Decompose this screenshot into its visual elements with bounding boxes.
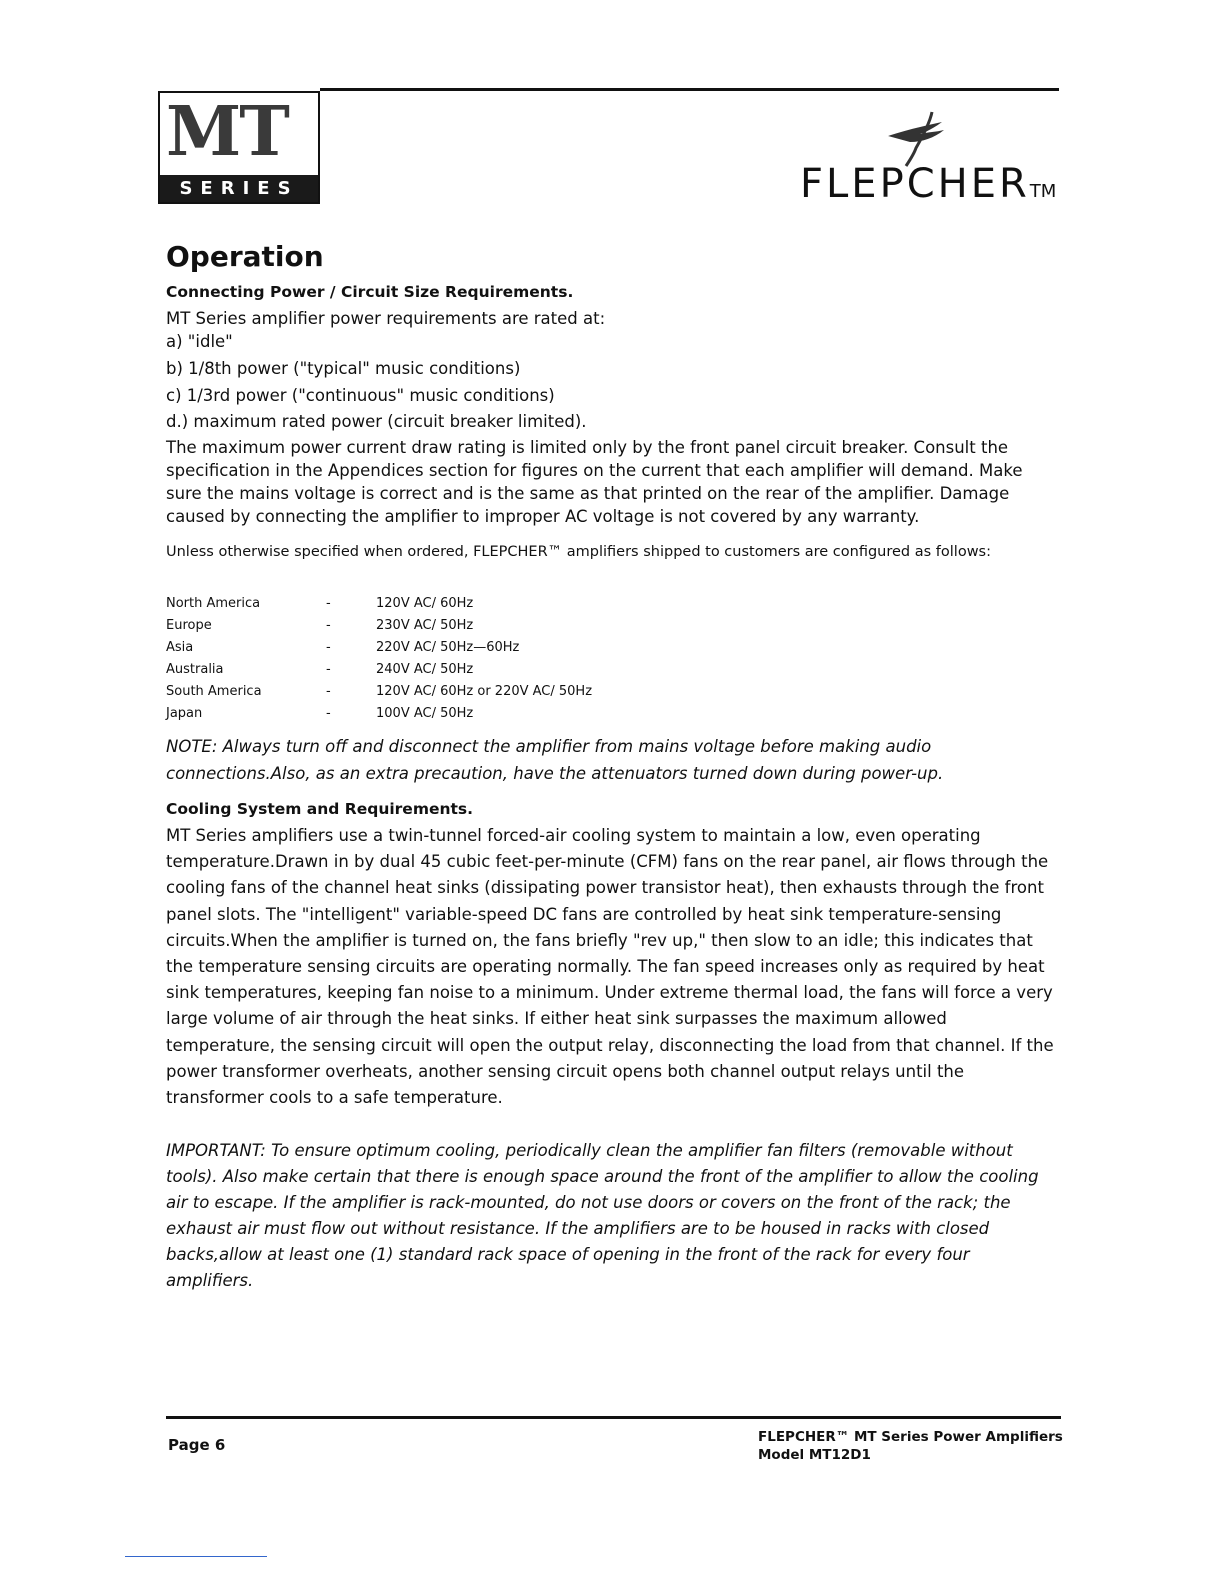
table-row xyxy=(166,614,592,636)
power-paragraph: The maximum power current draw rating is limited only by the front panel circuit breaker. Consult the specification in the Appendices section for figures on the current that each amplifier will demand. Make sure the mains voltage is correct and is the same as that printed on the rear of the amplifier. Damage caused by connecting the amplifier to improper AC voltage is not covered by any warranty. xyxy=(166,438,1023,526)
voltage-cell: 230V AC/ 50Hz xyxy=(376,617,474,633)
note-text: NOTE: Always turn off and disconnect the amplifier from mains voltage before making audio connections.Also, as an extra precaution, have the attenuators turned down during power-up. xyxy=(166,737,944,783)
intro-text: MT Series amplifier power requirements are rated at: xyxy=(166,309,606,328)
region-cell: Europe xyxy=(166,617,212,633)
page-number: Page 6 xyxy=(168,1436,226,1454)
section-heading-power: Connecting Power / Circuit Size Requirements. xyxy=(166,283,574,301)
region-cell: Japan xyxy=(166,705,203,721)
table-row xyxy=(166,592,592,614)
cooling-paragraph: MT Series amplifiers use a twin-tunnel forced-air cooling system to maintain a low, even operating temperature.Drawn in by dual 45 cubic feet-per-minute (CFM) fans on the rear panel, air flows through the cooling fans of the channel heat sinks (dissipating power transistor heat), then exhausts through the front panel slots. The "intelligent" variable-speed DC fans are controlled by heat sink temperature-sensing circuits.When the amplifier is turned on, the fans briefly "rev up," then slow to an idle; this indicates that the temperature sensing circuits are operating normally. The fan speed increases only as required by heat sink temperatures, keeping fan noise to a minimum. Under extreme thermal load, the fans will force a very large volume of air through the heat sinks. If either heat sink surpasses the maximum allowed temperature, the sensing circuit will open the output relay, disconnecting the load from that channel. If the power transformer overheats, another sensing circuit opens both channel output relays until the transformer cools to a safe temperature. xyxy=(166,826,1054,1108)
brand-tm: TM xyxy=(1029,181,1057,202)
page-title: Operation xyxy=(166,240,324,273)
header-rule xyxy=(320,88,1059,91)
region-cell: Australia xyxy=(166,661,224,677)
section-heading-cooling: Cooling System and Requirements. xyxy=(166,800,474,818)
voltage-cell: 240V AC/ 50Hz xyxy=(376,661,474,677)
voltage-cell: 120V AC/ 60Hz xyxy=(376,595,474,611)
list-item: a) "idle" xyxy=(166,332,233,351)
region-cell: Asia xyxy=(166,639,194,655)
brand-logo xyxy=(800,160,1056,208)
list-item: c) 1/3rd power ("continuous" music conditions) xyxy=(166,386,555,405)
footer-info xyxy=(758,1428,1063,1464)
region-cell: North America xyxy=(166,595,261,611)
region-cell: South America xyxy=(166,683,262,699)
list-item: d.) maximum rated power (circuit breaker limited). xyxy=(166,412,587,431)
dash-cell: - xyxy=(326,639,331,655)
flepcher-bird-icon xyxy=(880,108,960,168)
table-row xyxy=(166,636,592,658)
voltage-cell: 100V AC/ 50Hz xyxy=(376,705,474,721)
brand-name: FLEPCHER xyxy=(800,161,1030,207)
voltage-cell: 120V AC/ 60Hz or 220V AC/ 50Hz xyxy=(376,683,593,699)
dash-cell: - xyxy=(326,595,331,611)
logo-series-text: SERIES xyxy=(160,175,318,202)
table-row xyxy=(166,702,592,724)
important-text: IMPORTANT: To ensure optimum cooling, periodically clean the amplifier fan filters (removable without tools). Also make certain that there is enough space around the front of the amplifier to allow the cooling air to escape. If the amplifier is rack-mounted, do not use doors or covers on the front of the rack; the exhaust air must flow out without resistance. If the amplifiers are to be housed in racks with closed backs,allow at least one (1) standard rack space of opening in the front of the rack for every four amplifiers. xyxy=(166,1141,1039,1290)
link-underline xyxy=(125,1556,267,1557)
table-row xyxy=(166,658,592,680)
mt-series-logo xyxy=(158,91,320,204)
logo-mt-text: MT xyxy=(166,92,288,172)
footer-line-2: Model MT12D1 xyxy=(758,1447,871,1463)
voltage-cell: 220V AC/ 50Hz—60Hz xyxy=(376,639,520,655)
footer-line-1: FLEPCHER™ MT Series Power Amplifiers xyxy=(758,1429,1063,1445)
voltage-table xyxy=(166,592,592,724)
list-item: b) 1/8th power ("typical" music conditions) xyxy=(166,359,521,378)
dash-cell: - xyxy=(326,705,331,721)
table-row xyxy=(166,680,592,702)
dash-cell: - xyxy=(326,661,331,677)
dash-cell: - xyxy=(326,617,331,633)
footer-rule xyxy=(166,1416,1061,1419)
config-intro: Unless otherwise specified when ordered, FLEPCHER™ amplifiers shipped to customers are configured as follows: xyxy=(166,544,991,560)
dash-cell: - xyxy=(326,683,331,699)
